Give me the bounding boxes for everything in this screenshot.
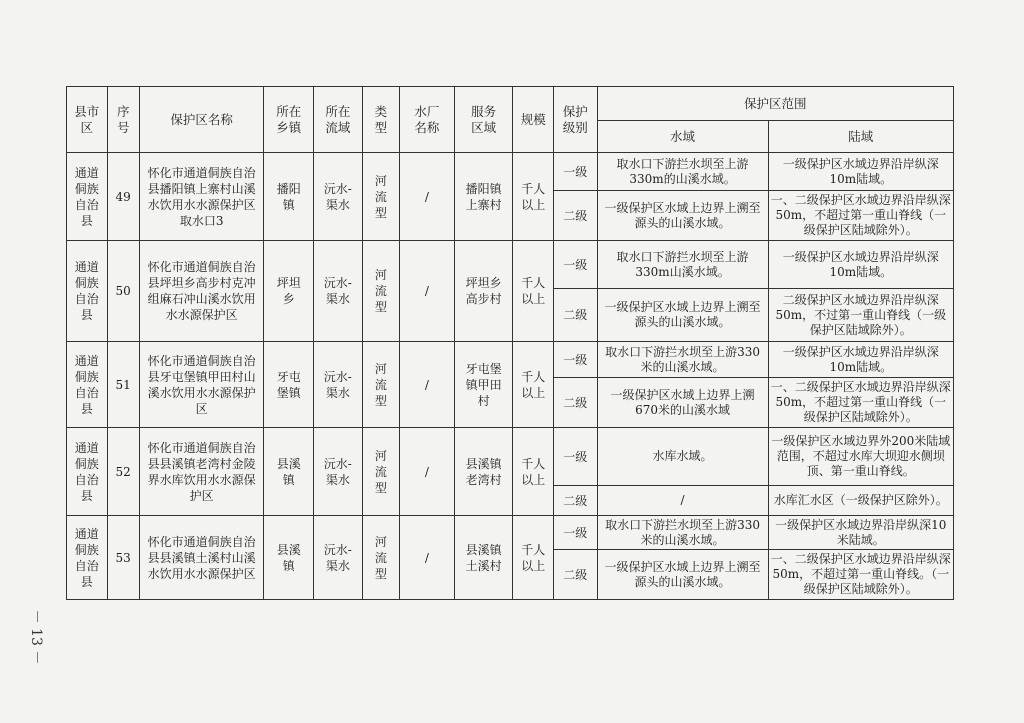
cell-service: 播阳镇 上寨村 — [454, 153, 513, 241]
cell-name: 怀化市通道侗族自治县坪坦乡高步村克冲组麻石冲山溪水饮用水水源保护区 — [139, 241, 264, 342]
cell-water: 取水口下游拦水坝至上游330m的山溪水域。 — [597, 153, 768, 191]
cell-scale: 千人 以上 — [513, 241, 554, 342]
table-row — [67, 516, 954, 550]
cell-plant: / — [400, 342, 455, 428]
cell-water: / — [597, 486, 768, 516]
cell-type: 河 流 型 — [362, 241, 399, 342]
cell-level: 一级 — [553, 342, 597, 378]
cell-water: 一级保护区水域上边界上溯至源头的山溪水域。 — [597, 191, 768, 241]
cell-water: 一级保护区水域上边界上溯670米的山溪水域 — [597, 378, 768, 428]
cell-basin: 沅水- 渠水 — [314, 428, 363, 516]
cell-land: 二级保护区水域边界沿岸纵深50m，不过第一重山脊线（一级保护区陆域除外）。 — [768, 289, 953, 342]
cell-type: 河 流 型 — [362, 428, 399, 516]
cell-scale: 千人 以上 — [513, 153, 554, 241]
cell-seq: 49 — [107, 153, 139, 241]
header-land: 陆域 — [768, 121, 953, 153]
cell-level: 二级 — [553, 486, 597, 516]
table-row — [67, 428, 954, 486]
cell-town: 牙屯 堡镇 — [264, 342, 314, 428]
header-water: 水域 — [597, 121, 768, 153]
cell-level: 一级 — [553, 153, 597, 191]
cell-level: 二级 — [553, 289, 597, 342]
cell-town: 县溪 镇 — [264, 428, 314, 516]
cell-plant: / — [400, 516, 455, 600]
table-row — [67, 342, 954, 378]
cell-town: 坪坦 乡 — [264, 241, 314, 342]
cell-level: 二级 — [553, 191, 597, 241]
cell-county: 通道 侗族 自治 县 — [67, 153, 108, 241]
cell-county: 通道 侗族 自治 县 — [67, 342, 108, 428]
cell-basin: 沅水- 渠水 — [314, 516, 363, 600]
cell-service: 县溪镇 土溪村 — [454, 516, 513, 600]
cell-level: 一级 — [553, 241, 597, 289]
cell-county: 通道 侗族 自治 县 — [67, 241, 108, 342]
cell-type: 河 流 型 — [362, 153, 399, 241]
cell-water: 一级保护区水域上边界上溯至源头的山溪水域。 — [597, 289, 768, 342]
cell-seq: 51 — [107, 342, 139, 428]
cell-plant: / — [400, 153, 455, 241]
header-type: 类 型 — [362, 87, 399, 153]
cell-scale: 千人 以上 — [513, 342, 554, 428]
cell-level: 一级 — [553, 516, 597, 550]
cell-service: 县溪镇 老湾村 — [454, 428, 513, 516]
cell-land: 水库汇水区（一级保护区除外）。 — [768, 486, 953, 516]
cell-plant: / — [400, 241, 455, 342]
header-plant: 水厂 名称 — [400, 87, 455, 153]
cell-water: 水库水域。 — [597, 428, 768, 486]
header-seq: 序 号 — [107, 87, 139, 153]
cell-scale: 千人 以上 — [513, 516, 554, 600]
cell-county: 通道 侗族 自治 县 — [67, 516, 108, 600]
header-basin: 所在 流域 — [314, 87, 363, 153]
cell-name: 怀化市通道侗族自治县播阳镇上寨村山溪水饮用水水源保护区取水口3 — [139, 153, 264, 241]
cell-level: 二级 — [553, 550, 597, 600]
cell-service: 坪坦乡 高步村 — [454, 241, 513, 342]
cell-town: 播阳 镇 — [264, 153, 314, 241]
header-scale: 规模 — [513, 87, 554, 153]
cell-basin: 沅水- 渠水 — [314, 342, 363, 428]
cell-type: 河 流 型 — [362, 342, 399, 428]
cell-name: 怀化市通道侗族自治县牙屯堡镇甲田村山溪水饮用水水源保护区 — [139, 342, 264, 428]
cell-water: 一级保护区水域上边界上溯至源头的山溪水域。 — [597, 550, 768, 600]
cell-land: 一级保护区水域边界沿岸纵深10米陆域。 — [768, 516, 953, 550]
cell-county: 通道 侗族 自治 县 — [67, 428, 108, 516]
header-range: 保护区范围 — [597, 87, 954, 121]
cell-level: 二级 — [553, 378, 597, 428]
cell-seq: 53 — [107, 516, 139, 600]
protection-zone-table — [66, 86, 954, 600]
cell-land: 一级保护区水域边界外200米陆域范围，不超过水库大坝迎水侧坝顶、第一重山脊线。 — [768, 428, 953, 486]
cell-basin: 沅水- 渠水 — [314, 241, 363, 342]
page-number — [22, 606, 52, 668]
cell-land: 一、二级保护区水域边界沿岸纵深50m，不超过第一重山脊线（一级保护区陆域除外）。 — [768, 191, 953, 241]
cell-level: 一级 — [553, 428, 597, 486]
header-name: 保护区名称 — [139, 87, 264, 153]
cell-land: 一级保护区水域边界沿岸纵深10m陆域。 — [768, 153, 953, 191]
header-town: 所在 乡镇 — [264, 87, 314, 153]
cell-plant: / — [400, 428, 455, 516]
cell-basin: 沅水- 渠水 — [314, 153, 363, 241]
cell-type: 河 流 型 — [362, 516, 399, 600]
cell-name: 怀化市通道侗族自治县县溪镇土溪村山溪水饮用水水源保护区 — [139, 516, 264, 600]
cell-land: 一、二级保护区水域边界沿岸纵深50m，不超过第一重山脊线。（一级保护区陆域除外）。 — [768, 550, 953, 600]
cell-seq: 50 — [107, 241, 139, 342]
cell-water: 取水口下游拦水坝至上游330米的山溪水域。 — [597, 342, 768, 378]
cell-land: 一、二级保护区水域边界沿岸纵深50m，不超过第一重山脊线（一级保护区陆域除外）。 — [768, 378, 953, 428]
cell-service: 牙屯堡 镇甲田 村 — [454, 342, 513, 428]
cell-scale: 千人 以上 — [513, 428, 554, 516]
page-number-text: － 13 － — [28, 609, 44, 665]
header-service: 服务 区域 — [454, 87, 513, 153]
cell-water: 取水口下游拦水坝至上游330米的山溪水域。 — [597, 516, 768, 550]
table-row — [67, 153, 954, 191]
cell-water: 取水口下游拦水坝至上游330m山溪水域。 — [597, 241, 768, 289]
cell-town: 县溪 镇 — [264, 516, 314, 600]
header-county: 县市 区 — [67, 87, 108, 153]
cell-land: 一级保护区水域边界沿岸纵深10m陆域。 — [768, 342, 953, 378]
cell-name: 怀化市通道侗族自治县县溪镇老湾村金陵界水库饮用水水源保护区 — [139, 428, 264, 516]
header-level: 保护 级别 — [553, 87, 597, 153]
cell-land: 一级保护区水域边界沿岸纵深10m陆域。 — [768, 241, 953, 289]
cell-seq: 52 — [107, 428, 139, 516]
table-row — [67, 241, 954, 289]
